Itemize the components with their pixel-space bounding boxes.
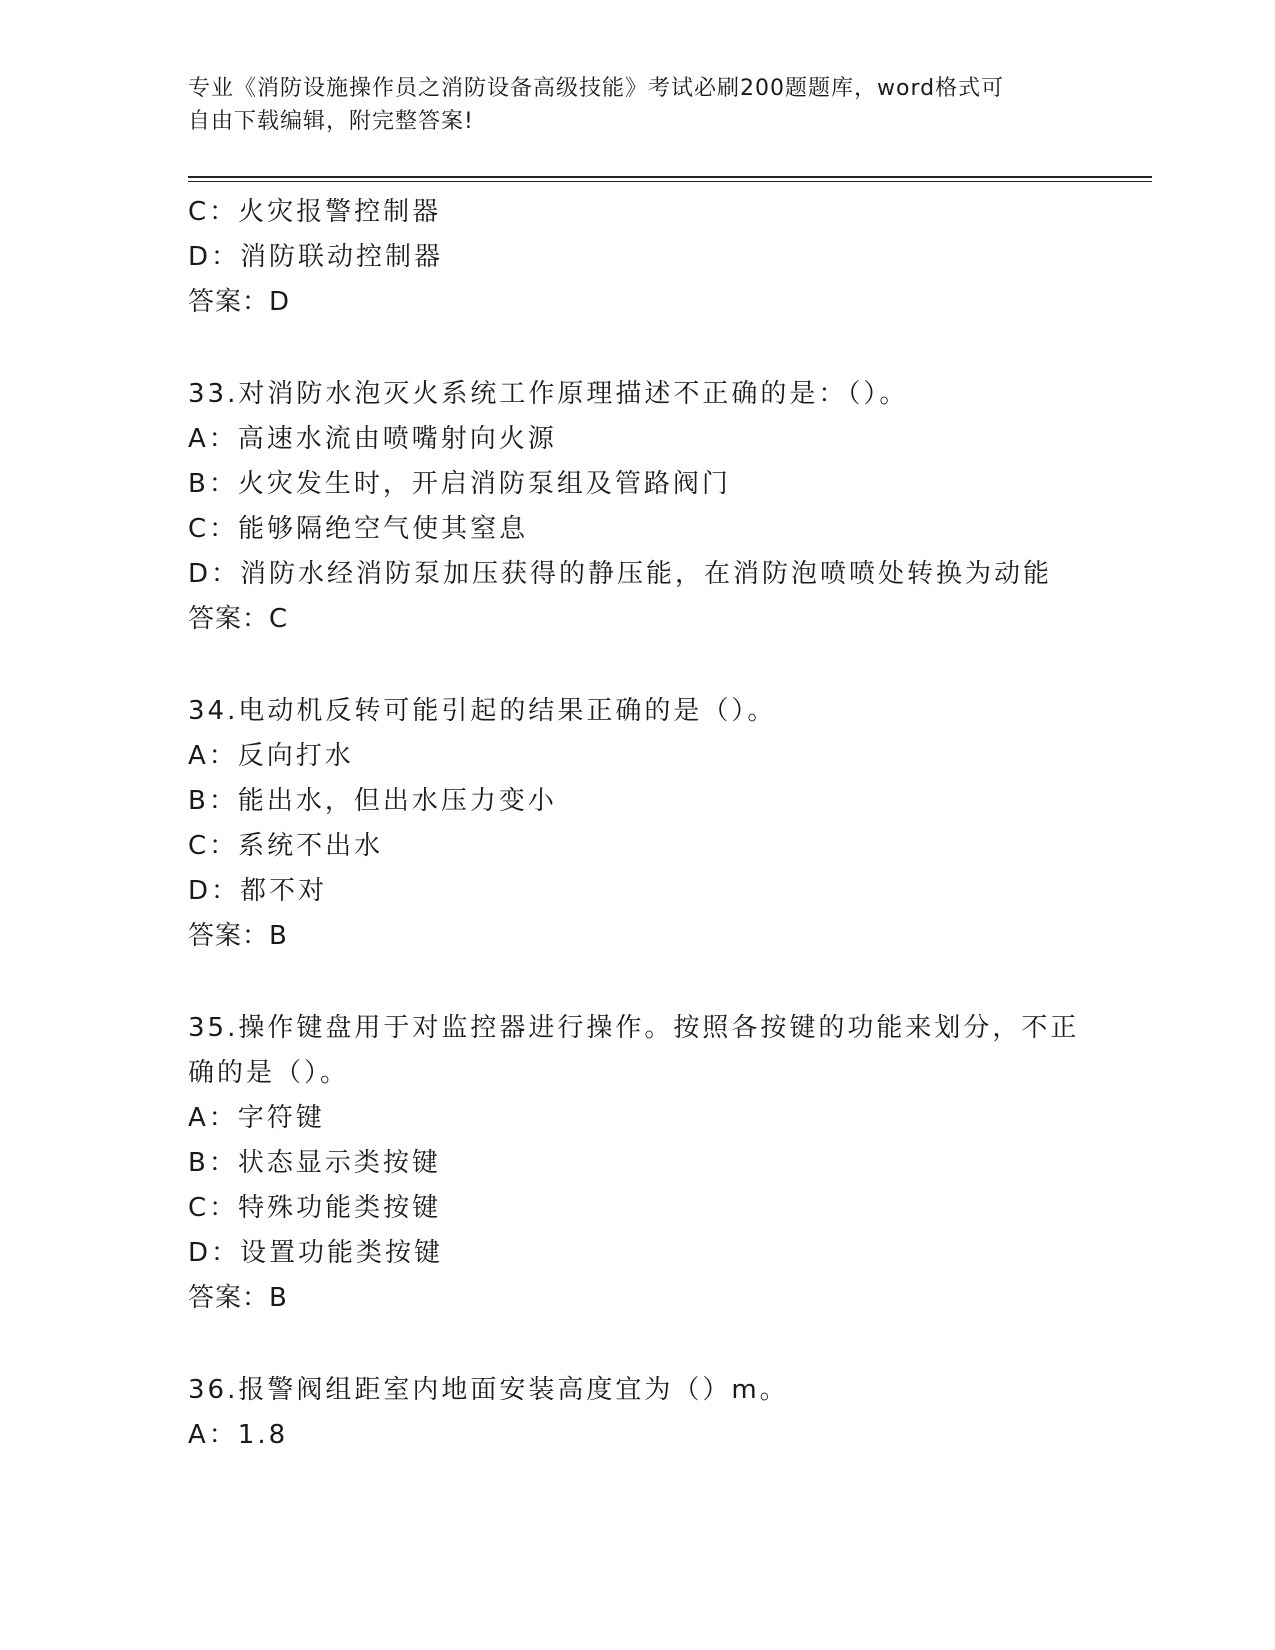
- question-35: [188, 1006, 1088, 1321]
- option-b: B：能出水，但出水压力变小: [188, 786, 557, 816]
- question-36: [188, 1368, 1088, 1458]
- option-c: C：特殊功能类按键: [188, 1193, 442, 1223]
- question-34: [188, 689, 1088, 959]
- header-rule-thin: [188, 181, 1152, 182]
- option-d: D：都不对: [188, 876, 328, 906]
- answer-line: 答案：B: [188, 1283, 288, 1313]
- option-a: A：字符键: [188, 1103, 325, 1133]
- question-stem-line-1: 35.操作键盘用于对监控器进行操作。按照各按键的功能来划分，不正: [188, 1013, 1080, 1043]
- option-c: C：系统不出水: [188, 831, 384, 861]
- page-header: [188, 72, 1088, 138]
- question-stem: 36.报警阀组距室内地面安装高度宜为（）m。: [188, 1375, 789, 1405]
- option-a: A：高速水流由喷嘴射向火源: [188, 424, 557, 454]
- option-d: D：消防联动控制器: [188, 242, 444, 272]
- question-33: [188, 372, 1088, 642]
- option-c: C：火灾报警控制器: [188, 197, 442, 227]
- option-b: B：状态显示类按键: [188, 1148, 441, 1178]
- question-32-tail: [188, 190, 1088, 325]
- answer-line: 答案：D: [188, 287, 291, 317]
- option-d: D：消防水经消防泵加压获得的静压能，在消防泡喷喷处转换为动能: [188, 559, 1053, 589]
- answer-line: 答案：B: [188, 921, 288, 951]
- question-stem-line-2: 确的是（）。: [188, 1058, 350, 1088]
- option-a: A：1.8: [188, 1420, 289, 1450]
- question-stem: 33.对消防水泡灭火系统工作原理描述不正确的是：（）。: [188, 379, 909, 409]
- option-b: B：火灾发生时，开启消防泵组及管路阀门: [188, 469, 731, 499]
- question-list: [188, 190, 1088, 1458]
- header-line-1: 专业《消防设施操作员之消防设备高级技能》考试必刷200题题库，word格式可: [188, 76, 1005, 101]
- option-d: D：设置功能类按键: [188, 1238, 444, 1268]
- header-rule-thick: [188, 176, 1152, 178]
- answer-line: 答案：C: [188, 604, 289, 634]
- option-c: C：能够隔绝空气使其窒息: [188, 514, 529, 544]
- option-a: A：反向打水: [188, 741, 354, 771]
- header-line-2: 自由下载编辑，附完整答案!: [188, 109, 474, 134]
- question-stem: 34.电动机反转可能引起的结果正确的是（）。: [188, 696, 777, 726]
